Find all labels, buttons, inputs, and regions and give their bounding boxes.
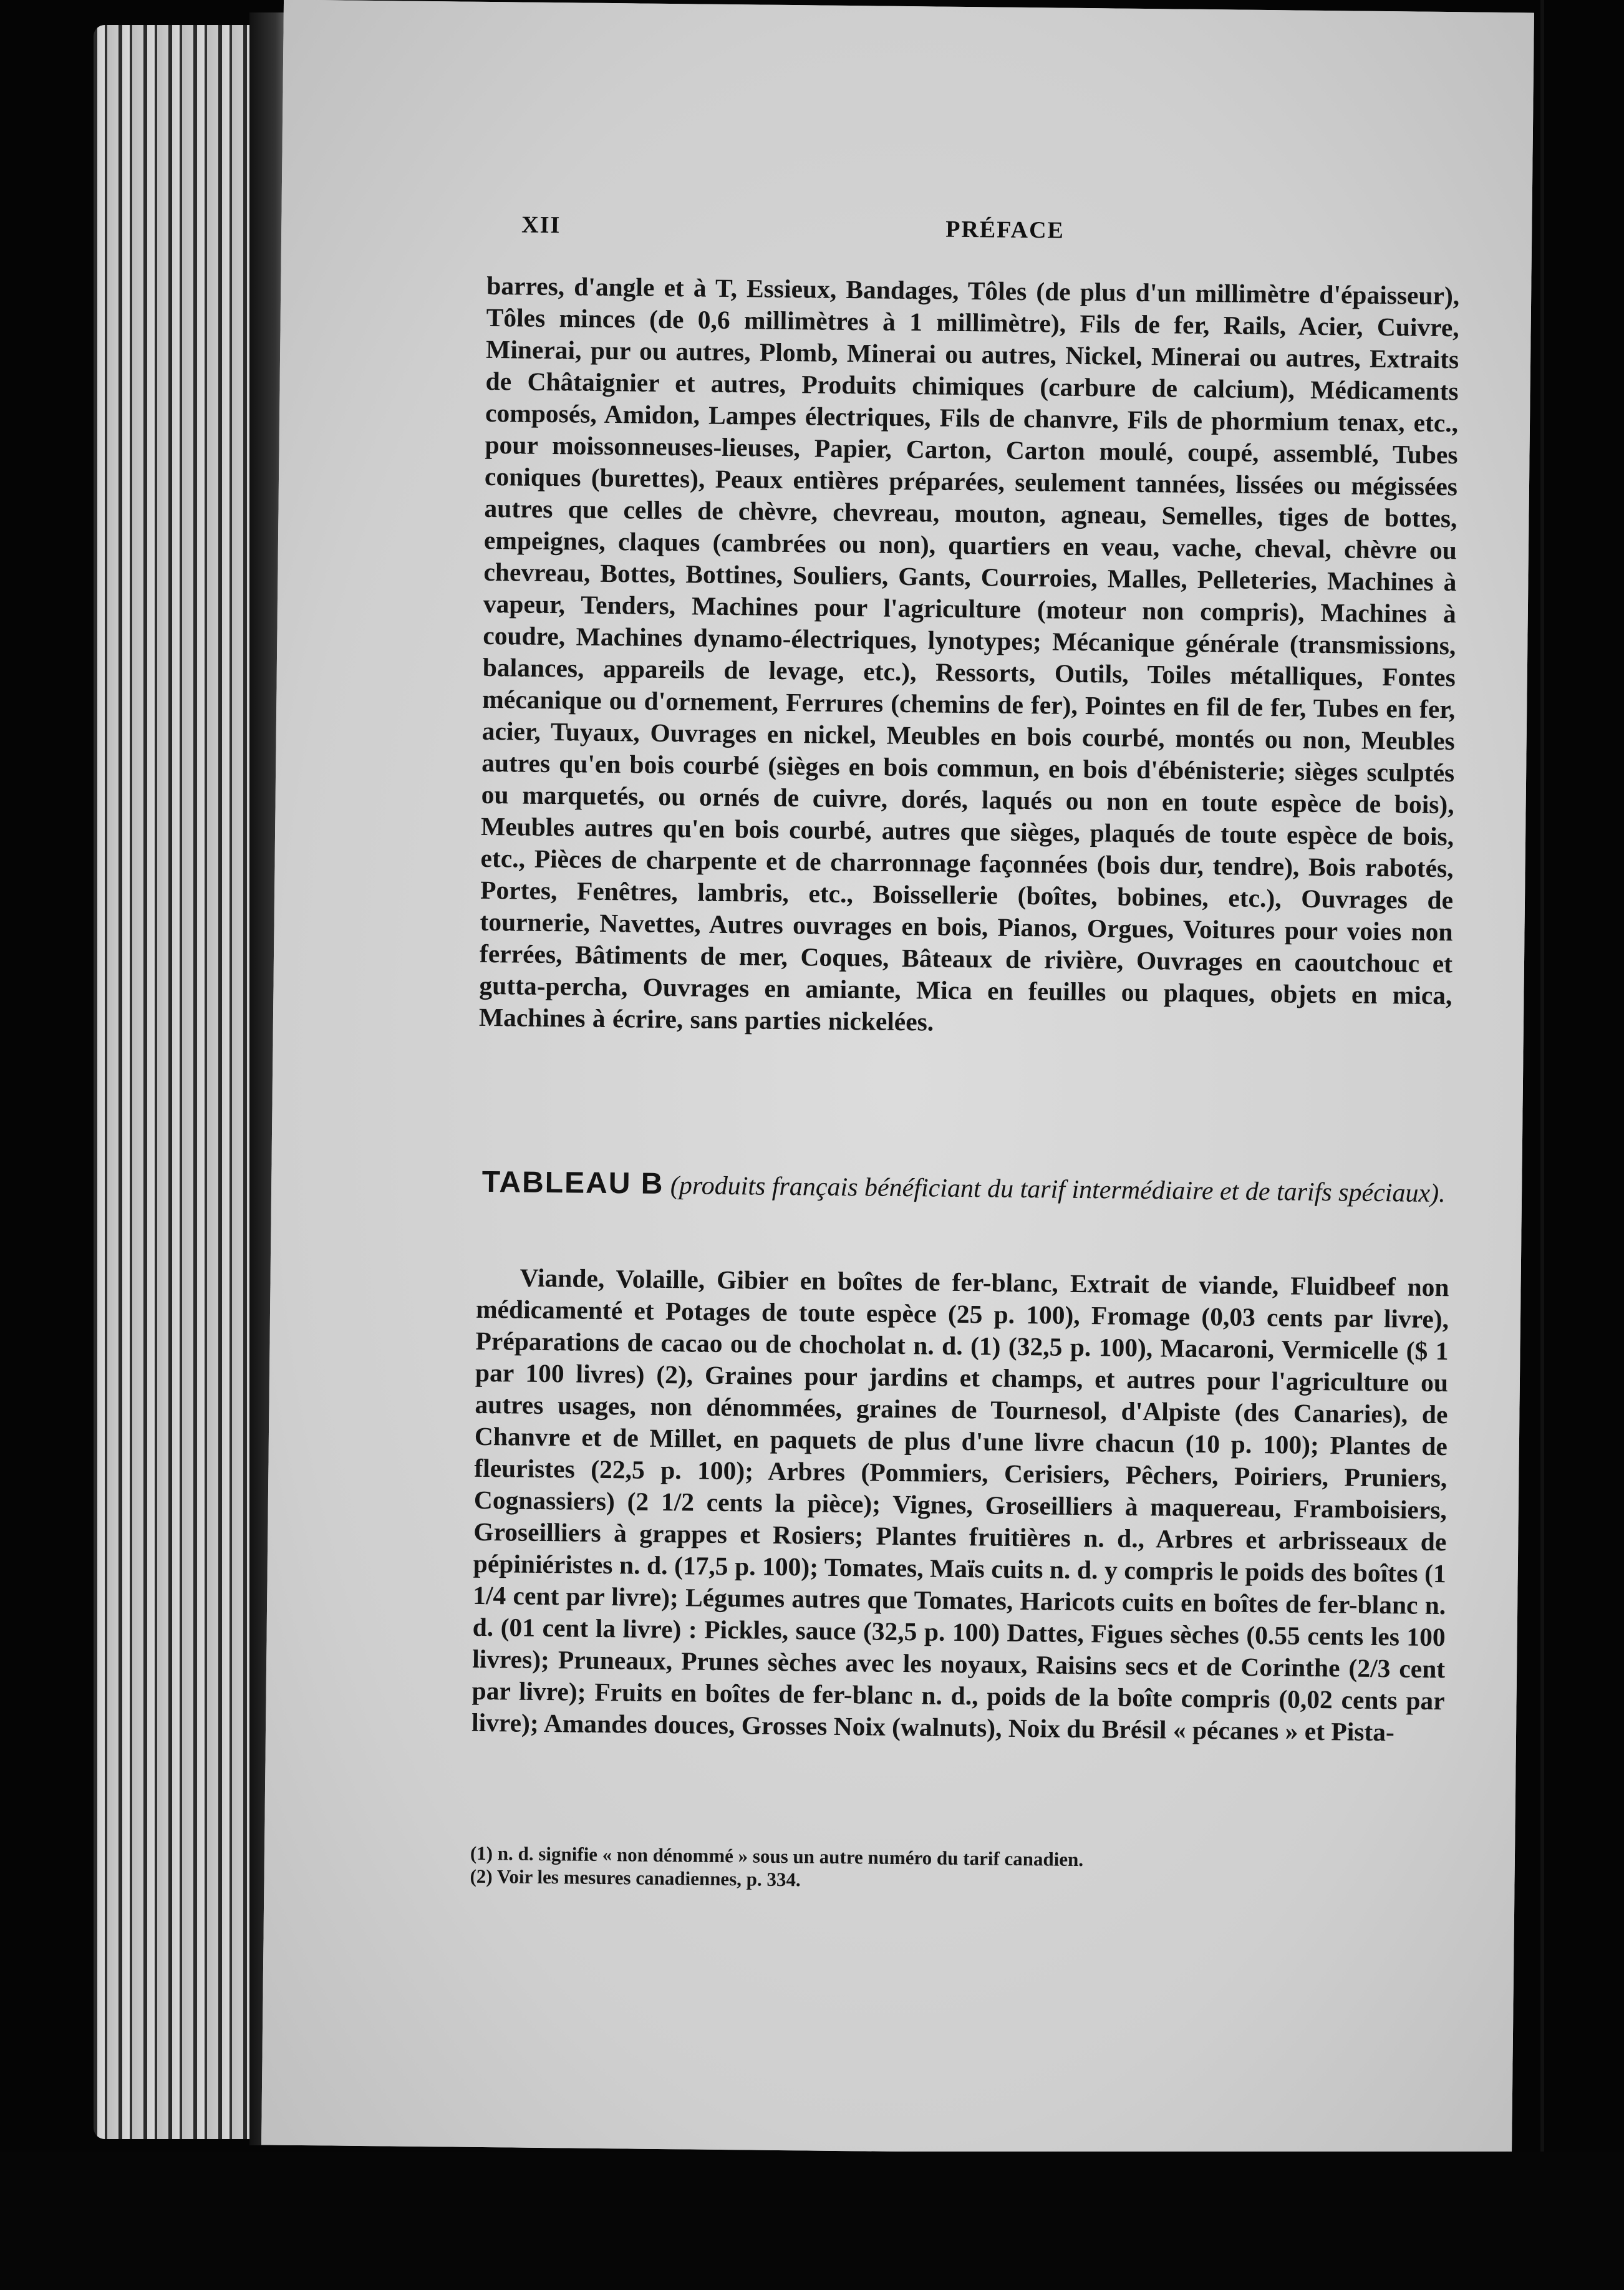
section-paragraph: Viande, Volaille, Gibier en boîtes de fer-blanc, Extrait de viande, Fluidbeef non médicamenté et Potages de toute espèce (25 p. 100), Fromage (0,03 cents par livre), Préparations de cacao ou de chocholat n. d. (1) (32,5 p. 100), Macaroni, Vermicelle ($ 1 par 100 livres) (2), Graines pour jardins et champs, et autres pour l'agriculture ou autres usages, non dénommées, graines de Tournesol, d'Alpiste (des Canaries), de Chanvre et de Millet, en paquets de plus d'une livre chacun (10 p. 100); Plantes de fleuristes (22,5 p. 100); Arbres (Pommiers, Cerisiers, Pêchers, Poiriers, Pruniers, Cognassiers) (2 1/2 cents la pièce); Vignes, Groseilliers à maquereau, Framboisiers, Groseilliers à grappes et Rosiers; Plantes fruitières n. d., Arbres et arbrisseaux de pépiniéristes n. d. (17,5 p. 100); Tomates, Maïs cuits n. d. y compris le poids des boîtes (1 1/4 cent par livre); Légumes autres que Tomates, Haricots cuits en boîtes de fer-blanc n. d. (01 cent la livre) : Pickles, sauce (32,5 p. 100) Dattes, Figues sèches (0.55 cents les 100 livres); Pruneaux, Prunes sèches avec les noyaux, Raisins secs et de Corinthe (2/3 cent par livre); Fruits en boîtes de fer-blanc n. d., poids de la boîte compris (0,02 cents par livre); Amandes douces, Grosses Noix (walnuts), Noix du Brésil « pécanes » et Pista- <box>471 1263 1449 1747</box>
footnote-2: (2) Voir les mesures canadiennes, p. 334. <box>470 1865 801 1891</box>
footnote-1: (1) n. d. signifie « non dénommé » sous un autre numéro du tarif canadien. <box>470 1842 1084 1871</box>
continued-paragraph-block <box>479 270 1460 1043</box>
continued-paragraph: barres, d'angle et à T, Essieux, Bandages, Tôles (de plus d'un millimètre d'épaisseur), Tôles minces (de 0,6 millimètres à 1 millimètre), Fils de fer, Rails, Acier, Cuivre, Minerai, pur ou autres, Plomb, Minerai ou autres, Nickel, Minerai ou autres, Extraits de Châtaignier et autres, Produits chimiques (carbure de calcium), Médicaments composés, Amidon, Lampes électriques, Fils de chanvre, Fils de phormium tenax, etc., pour moissonneuses-lieuses, Papier, Carton, Carton moulé, coupé, assemblé, Tubes coniques (burettes), Peaux entières préparées, seulement tannées, lissées ou mégissées autres que celles de chèvre, chevreau, mouton, agneau, Semelles, tiges de bottes, empeignes, claques (cambrées ou non), quartiers en veau, vache, cheval, chèvre ou chevreau, Bottes, Bottines, Souliers, Gants, Courroies, Malles, Pelleteries, Machines à vapeur, Tenders, Machines pour l'agriculture (moteur non compris), Machines à coudre, Machines dynamo-électriques, lynotypes; Mécanique générale (transmissions, balances, appareils de levage, etc.), Ressorts, Outils, Toiles métalliques, Fontes mécanique ou d'ornement, Ferrures (chemins de fer), Pointes en fil de fer, Tubes en fer, acier, Tuyaux, Ouvrages en nickel, Meubles en bois courbé, montés ou non, Meubles autres qu'en bois courbé (sièges en bois commun, en bois d'ébénisterie; sièges sculptés ou marquetés, ou ornés de cuivre, dorés, laqués ou non en toute espèce de bois), Meubles autres qu'en bois courbé, autres que sièges, plaqués de toute espèce de bois, etc., Pièces de charpente et de charronnage façonnées (bois dur, tendre), Bois rabotés, Portes, Fenêtres, lambris, etc., Boissellerie (boîtes, bobines, etc.), Ouvrages de tournerie, Navettes, Autres ouvrages en bois, Pianos, Orgues, Voitures pour voies non ferrées, Bâtiments de mer, Coques, Bâteaux de rivière, Ouvrages en caoutchouc et gutta-percha, Ouvrages en amiante, Mica en feuilles ou plaques, objets en mica, Machines à écrire, sans parties nickelées. <box>478 271 1460 1036</box>
section-heading <box>477 1165 1451 1211</box>
page-number: XII <box>521 211 561 239</box>
running-title: PRÉFACE <box>945 216 1065 244</box>
page-header <box>521 211 1339 258</box>
section-label: TABLEAU B <box>481 1165 664 1201</box>
page-edge-line <box>1540 0 1544 2183</box>
section-subtitle: (produits français bénéficiant du tarif intermédiaire et de tarifs spéciaux). <box>670 1171 1446 1209</box>
scan-background-bottom <box>0 2152 1624 2290</box>
footnotes <box>470 1842 1443 1898</box>
book-page <box>261 0 1534 2158</box>
